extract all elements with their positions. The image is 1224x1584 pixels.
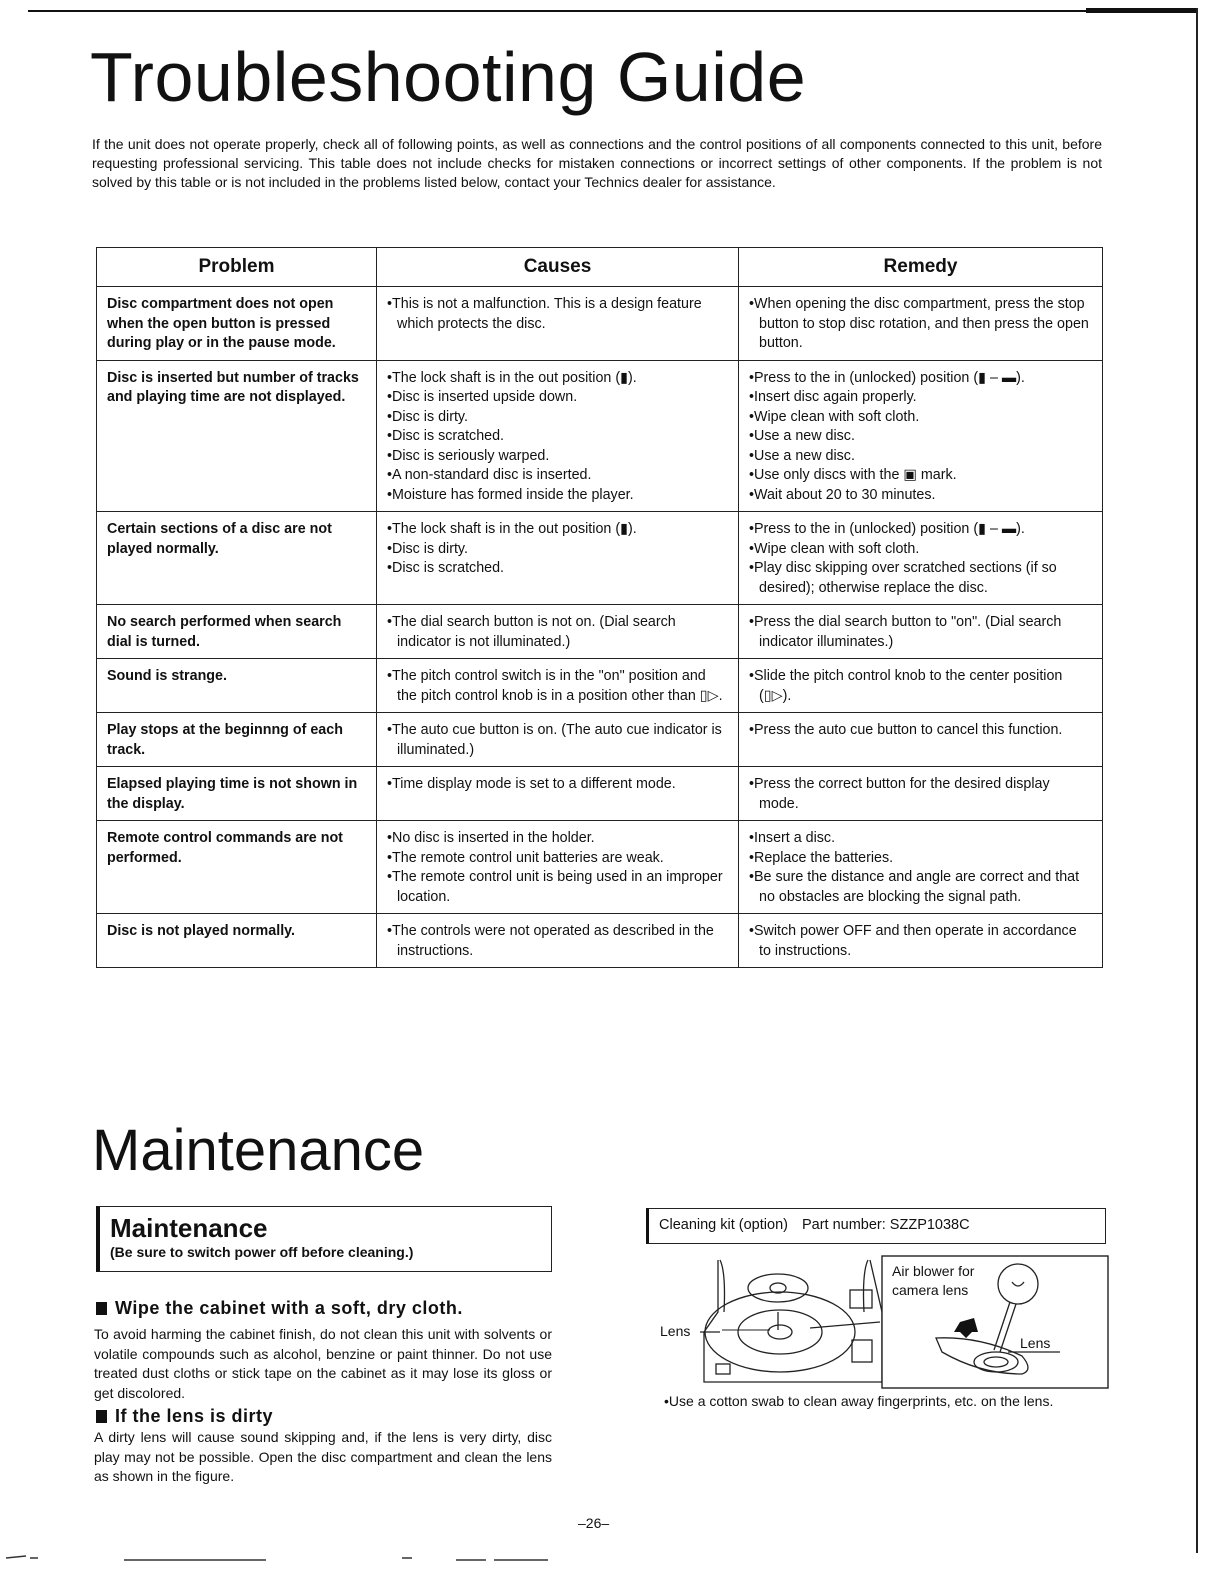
- remedy-item: •Use a new disc.: [749, 428, 855, 444]
- cabinet-section-heading-text: Wipe the cabinet with a soft, dry cloth.: [115, 1298, 463, 1318]
- remedy-cell: [739, 287, 1103, 361]
- cleaning-kit-part-number: Part number: SZZP1038C: [801, 1217, 970, 1233]
- maintenance-box-title: Maintenance: [110, 1213, 268, 1243]
- cause-item: •Disc is dirty.: [387, 408, 468, 425]
- cd-player-lens-illustration: [660, 1252, 1110, 1392]
- remedy-item: •Press the dial search button to "on". (Dial search indicator illuminates.): [749, 614, 1062, 650]
- table-row: [97, 914, 1103, 968]
- remedy-item: •Press to the in (unlocked) position (▮ ‒ ▬).: [749, 521, 1025, 537]
- causes-cell: [377, 287, 739, 361]
- cabinet-section-heading: [96, 1298, 463, 1319]
- table-row: [97, 659, 1103, 713]
- cause-item: •The controls were not operated as described in the instructions.: [387, 923, 714, 959]
- remedy-item: •Press to the in (unlocked) position (▮ ‒ ▬).: [749, 369, 1025, 386]
- lens-section-heading-text: If the lens is dirty: [115, 1406, 274, 1426]
- table-row: [97, 287, 1103, 361]
- lens-label-left: Lens: [660, 1323, 691, 1339]
- remedy-cell: [739, 821, 1103, 914]
- remedy-cell: [739, 713, 1103, 767]
- cause-item: •The lock shaft is in the out position (▮).: [387, 521, 637, 537]
- problem-cell: Disc compartment does not open when the open button is pressed during play or in the pause mode.: [97, 287, 377, 361]
- causes-cell: [377, 713, 739, 767]
- table-row: [97, 767, 1103, 821]
- remedy-item: •Insert a disc.: [749, 830, 836, 846]
- remedy-item: •Replace the batteries.: [749, 849, 894, 866]
- problem-cell: Elapsed playing time is not shown in the display.: [97, 767, 377, 821]
- remedy-item: •Wipe clean with soft cloth.: [749, 408, 920, 425]
- lens-label-right: Lens: [1020, 1335, 1051, 1351]
- remedy-cell: [739, 914, 1103, 968]
- table-row: [97, 605, 1103, 659]
- remedy-cell: [739, 659, 1103, 713]
- cleaning-kit-label: Cleaning kit (option): [659, 1217, 788, 1233]
- cause-item: •The lock shaft is in the out position (▮).: [387, 369, 637, 386]
- remedy-item: •Insert disc again properly.: [749, 389, 917, 405]
- table-row: [97, 360, 1103, 512]
- cause-item: •The remote control unit is being used in an improper location.: [387, 869, 723, 905]
- right-margin-rule: [1196, 8, 1198, 1553]
- top-rule: [28, 10, 1198, 12]
- cause-item: •Disc is scratched.: [387, 428, 505, 444]
- causes-cell: [377, 659, 739, 713]
- page-number: –26–: [578, 1515, 610, 1531]
- intro-paragraph: If the unit does not operate properly, check all of following points, as well as connections and the control positions of all components connected to this unit, before requesting professional servicing. This table does not include checks for mistaken connections or incorrect settings of other components. If the problem is not solved by this table or is not included in the problems listed below, contact your Technics dealer for assistance.: [92, 136, 1102, 190]
- table-body: [97, 287, 1103, 968]
- cause-item: •Disc is inserted upside down.: [387, 389, 578, 405]
- problem-cell: Remote control commands are not performed.: [97, 821, 377, 914]
- square-bullet-icon: [96, 1410, 107, 1423]
- remedy-item: •Press the auto cue button to cancel this function.: [749, 722, 1063, 738]
- remedy-item: •When opening the disc compartment, press the stop button to stop disc rotation, and then press the open button.: [749, 296, 1089, 351]
- causes-cell: [377, 605, 739, 659]
- cause-item: •Moisture has formed inside the player.: [387, 486, 634, 503]
- remedy-item: •Slide the pitch control knob to the center position (▯▷).: [749, 668, 1063, 704]
- cause-item: •A non-standard disc is inserted.: [387, 467, 592, 483]
- header-remedy: Remedy: [739, 248, 1103, 287]
- maintenance-box: [96, 1206, 552, 1272]
- remedy-item: •Wipe clean with soft cloth.: [749, 540, 920, 557]
- cause-item: •Disc is dirty.: [387, 540, 468, 557]
- remedy-item: •Use a new disc.: [749, 447, 855, 464]
- causes-cell: [377, 512, 739, 605]
- cause-item: •Time display mode is set to a different mode.: [387, 776, 676, 792]
- table-header-row: [97, 248, 1103, 287]
- square-bullet-icon: [96, 1302, 107, 1315]
- cause-item: •Disc is scratched.: [387, 560, 505, 576]
- remedy-item: •Press the correct button for the desired display mode.: [749, 776, 1050, 812]
- page-title: Troubleshooting Guide: [90, 38, 807, 116]
- cause-item: •The auto cue button is on. (The auto cue indicator is illuminated.): [387, 722, 722, 758]
- problem-cell: Sound is strange.: [97, 659, 377, 713]
- causes-cell: [377, 360, 739, 512]
- table-row: [97, 512, 1103, 605]
- remedy-cell: [739, 512, 1103, 605]
- remedy-item: •Play disc skipping over scratched sections (if so desired); otherwise replace the disc.: [749, 560, 1057, 596]
- problem-cell: No search performed when search dial is turned.: [97, 605, 377, 659]
- cause-item: •No disc is inserted in the holder.: [387, 830, 595, 846]
- cause-item: •The remote control unit batteries are weak.: [387, 849, 664, 866]
- problem-cell: Certain sections of a disc are not played normally.: [97, 512, 377, 605]
- problem-cell: Disc is inserted but number of tracks and playing time are not displayed.: [97, 360, 377, 512]
- remedy-cell: [739, 360, 1103, 512]
- maintenance-title: Maintenance: [92, 1118, 425, 1183]
- problem-cell: Play stops at the beginnng of each track.: [97, 713, 377, 767]
- scan-edge-marks: [0, 1548, 1224, 1568]
- maintenance-box-subtitle: (Be sure to switch power off before cleaning.): [110, 1244, 414, 1261]
- table-row: [97, 713, 1103, 767]
- header-causes: Causes: [377, 248, 739, 287]
- cabinet-section-text: To avoid harming the cabinet finish, do not clean this unit with solvents or volatile compounds such as alcohol, benzine or paint thinner. Do not use treated dust cloths or stick tape on the cabinet as it may lose its gloss or get discolored.: [94, 1326, 552, 1401]
- remedy-cell: [739, 767, 1103, 821]
- remedy-item: •Use only discs with the ▣ mark.: [749, 467, 957, 483]
- remedy-item: •Switch power OFF and then operate in accordance to instructions.: [749, 923, 1077, 959]
- lens-section-text: A dirty lens will cause sound skipping and, if the lens is very dirty, disc play may not be possible. Open the disc compartment and clean the lens as shown in the figure.: [94, 1429, 552, 1484]
- cause-item: •This is not a malfunction. This is a design feature which protects the disc.: [387, 296, 702, 332]
- lens-section-heading: [96, 1406, 273, 1427]
- remedy-item: •Be sure the distance and angle are correct and that no obstacles are blocking the signal path.: [749, 869, 1080, 905]
- air-blower-label: Air blower for camera lens: [892, 1263, 975, 1298]
- causes-cell: [377, 767, 739, 821]
- cause-item: •Disc is seriously warped.: [387, 447, 550, 464]
- cause-item: •The dial search button is not on. (Dial search indicator is not illuminated.): [387, 614, 676, 650]
- causes-cell: [377, 914, 739, 968]
- remedy-cell: [739, 605, 1103, 659]
- lens-cleaning-figure: [660, 1252, 1110, 1392]
- cause-item: •The pitch control switch is in the "on" position and the pitch control knob is in a position other than ▯▷.: [387, 668, 723, 704]
- causes-cell: [377, 821, 739, 914]
- cleaning-kit-box: [646, 1208, 1106, 1244]
- figure-caption: •Use a cotton swab to clean away fingerprints, etc. on the lens.: [664, 1393, 1054, 1409]
- table-row: [97, 821, 1103, 914]
- remedy-item: •Wait about 20 to 30 minutes.: [749, 486, 936, 503]
- top-rule-accent: [1086, 8, 1198, 13]
- header-problem: Problem: [97, 248, 377, 287]
- problem-cell: Disc is not played normally.: [97, 914, 377, 968]
- troubleshooting-table: [96, 247, 1103, 968]
